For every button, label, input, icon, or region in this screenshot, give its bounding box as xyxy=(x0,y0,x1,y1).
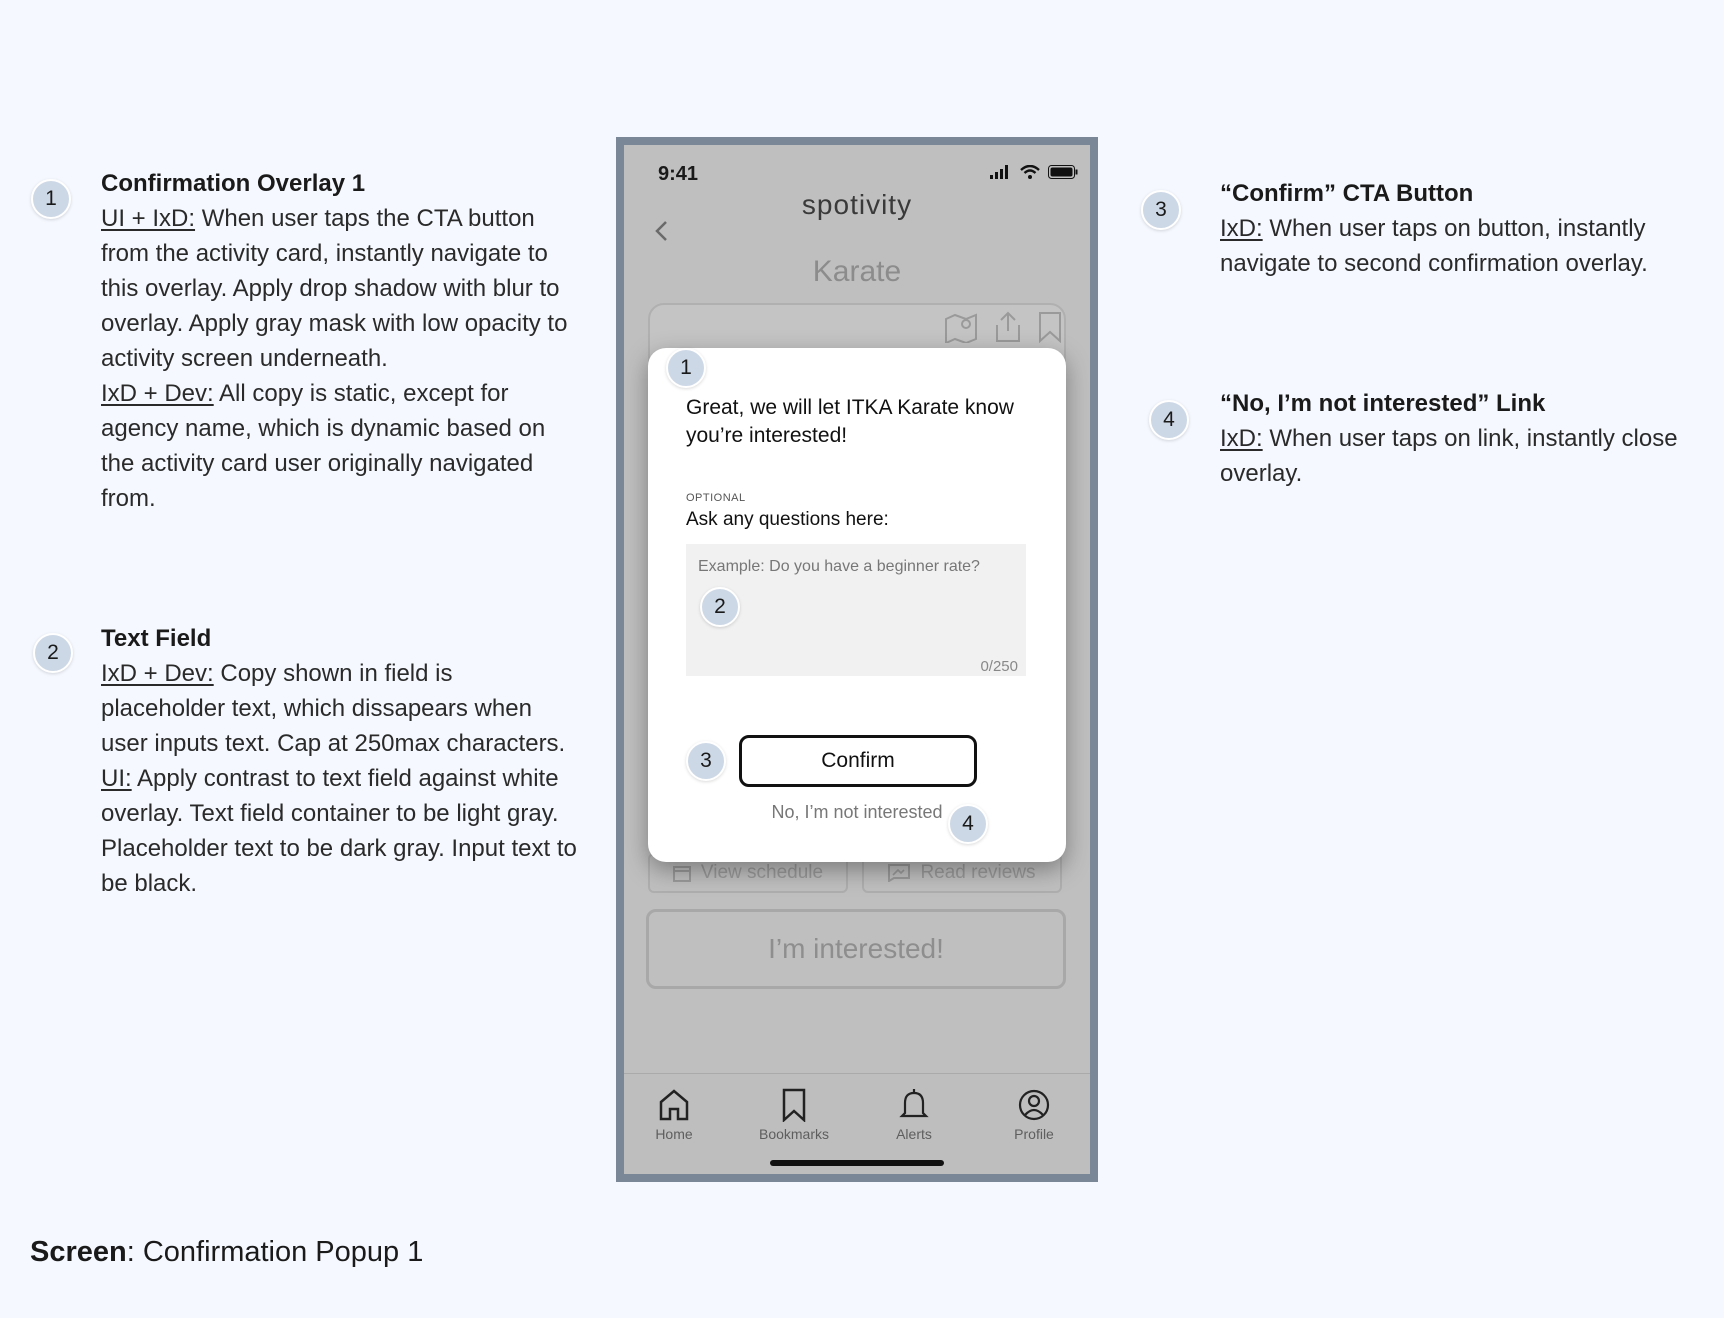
annotation-text: When user taps the CTA button from the activity card, instantly navigate to this overlay. Apply drop shadow with blur to overlay. Apply gray mask with low opacity to activity screen underneath. xyxy=(101,205,568,372)
annotation-badge-4: 4 xyxy=(1149,400,1189,440)
tab-label: Alerts xyxy=(896,1126,932,1142)
bell-icon xyxy=(897,1088,931,1122)
annotation-tag: IxD + Dev: xyxy=(101,660,214,687)
annotation-text: Apply contrast to text field against white overlay. Text field container to be light gray. Placeholder text to be dark gray. Input text to be black. xyxy=(101,765,577,897)
character-counter: 0/250 xyxy=(980,658,1018,675)
signal-icon xyxy=(990,165,1012,179)
decline-link[interactable]: No, I’m not interested xyxy=(771,802,943,822)
status-time: 9:41 xyxy=(658,163,699,185)
app-brand: spotivity xyxy=(801,189,913,220)
annotation-paragraph xyxy=(101,761,581,901)
profile-icon xyxy=(1017,1088,1051,1122)
annotation-tag: IxD: xyxy=(1220,425,1263,452)
confirm-button[interactable]: Confirm xyxy=(739,735,977,787)
bookmark-icon xyxy=(777,1088,811,1122)
annotation-badge-1: 1 xyxy=(31,179,71,219)
view-schedule-label: View schedule xyxy=(700,862,824,883)
tab-alerts[interactable] xyxy=(864,1088,964,1142)
home-icon xyxy=(657,1088,691,1122)
annotation-tag: UI: xyxy=(101,765,132,792)
annotation-3 xyxy=(1220,176,1710,281)
annotation-2 xyxy=(101,621,581,901)
confirmation-overlay xyxy=(648,348,1066,862)
card-actions xyxy=(944,311,1062,343)
screen-caption-value: : Confirmation Popup 1 xyxy=(126,1236,424,1268)
annotation-paragraph xyxy=(1220,211,1710,281)
annotation-text: Copy shown in field is placeholder text, which dissapears when user inputs text. Cap at 250max characters. xyxy=(101,660,566,757)
annotation-text: All copy is static, except for agency name, which is dynamic based on the activity card user originally navigated from. xyxy=(101,380,546,512)
annotation-title: Text Field xyxy=(101,625,212,652)
overlay-badge-3: 3 xyxy=(686,741,726,781)
read-reviews-label: Read reviews xyxy=(920,862,1036,883)
questions-label: Ask any questions here: xyxy=(686,509,889,530)
annotation-text: When user taps on link, instantly close overlay. xyxy=(1220,425,1678,487)
phone-frame xyxy=(616,137,1098,1182)
activity-title: Karate xyxy=(812,255,902,288)
annotation-tag: IxD + Dev: xyxy=(101,380,214,407)
annotation-paragraph xyxy=(1220,421,1710,491)
annotation-badge-3: 3 xyxy=(1141,190,1181,230)
annotation-tag: IxD: xyxy=(1220,215,1263,242)
annotation-paragraph xyxy=(101,656,581,761)
annotation-1 xyxy=(101,166,581,516)
bookmark-icon[interactable] xyxy=(1038,311,1062,343)
annotation-badge-2: 2 xyxy=(33,633,73,673)
tab-profile[interactable] xyxy=(984,1088,1084,1142)
annotation-title: “Confirm” CTA Button xyxy=(1220,180,1474,207)
annotation-paragraph xyxy=(101,201,581,376)
annotation-title: “No, I’m not interested” Link xyxy=(1220,390,1546,417)
overlay-badge-2: 2 xyxy=(700,587,740,627)
tab-label: Profile xyxy=(1014,1126,1054,1142)
home-indicator xyxy=(770,1160,944,1166)
tab-home[interactable] xyxy=(624,1088,724,1142)
overlay-heading: Great, we will let ITKA Karate know you’re interested! xyxy=(686,396,1014,447)
annotation-title: Confirmation Overlay 1 xyxy=(101,170,366,197)
phone-screen xyxy=(624,145,1090,1174)
battery-icon xyxy=(1048,165,1078,179)
overlay-badge-4: 4 xyxy=(948,804,988,844)
interested-button[interactable]: I’m interested! xyxy=(646,909,1066,989)
tab-bookmarks[interactable] xyxy=(744,1088,844,1142)
annotation-tag: UI + IxD: xyxy=(101,205,196,232)
screen-caption-label: Screen xyxy=(30,1236,127,1268)
map-pin-icon[interactable] xyxy=(944,311,978,343)
status-icons xyxy=(990,165,1078,179)
annotation-4 xyxy=(1220,386,1710,491)
tab-label: Bookmarks xyxy=(758,1126,830,1142)
calendar-icon xyxy=(673,864,691,882)
tab-label: Home xyxy=(655,1126,693,1142)
overlay-badge-1: 1 xyxy=(666,348,706,388)
annotation-paragraph xyxy=(101,376,581,516)
share-icon[interactable] xyxy=(994,311,1022,343)
wifi-icon xyxy=(1020,165,1040,179)
optional-label: OPTIONAL xyxy=(686,492,746,504)
back-chevron-icon[interactable] xyxy=(654,217,668,249)
screen-caption xyxy=(30,1236,423,1269)
review-icon xyxy=(888,864,910,882)
tab-bar xyxy=(624,1073,1090,1174)
annotation-text: When user taps on button, instantly navigate to second confirmation overlay. xyxy=(1220,215,1648,277)
